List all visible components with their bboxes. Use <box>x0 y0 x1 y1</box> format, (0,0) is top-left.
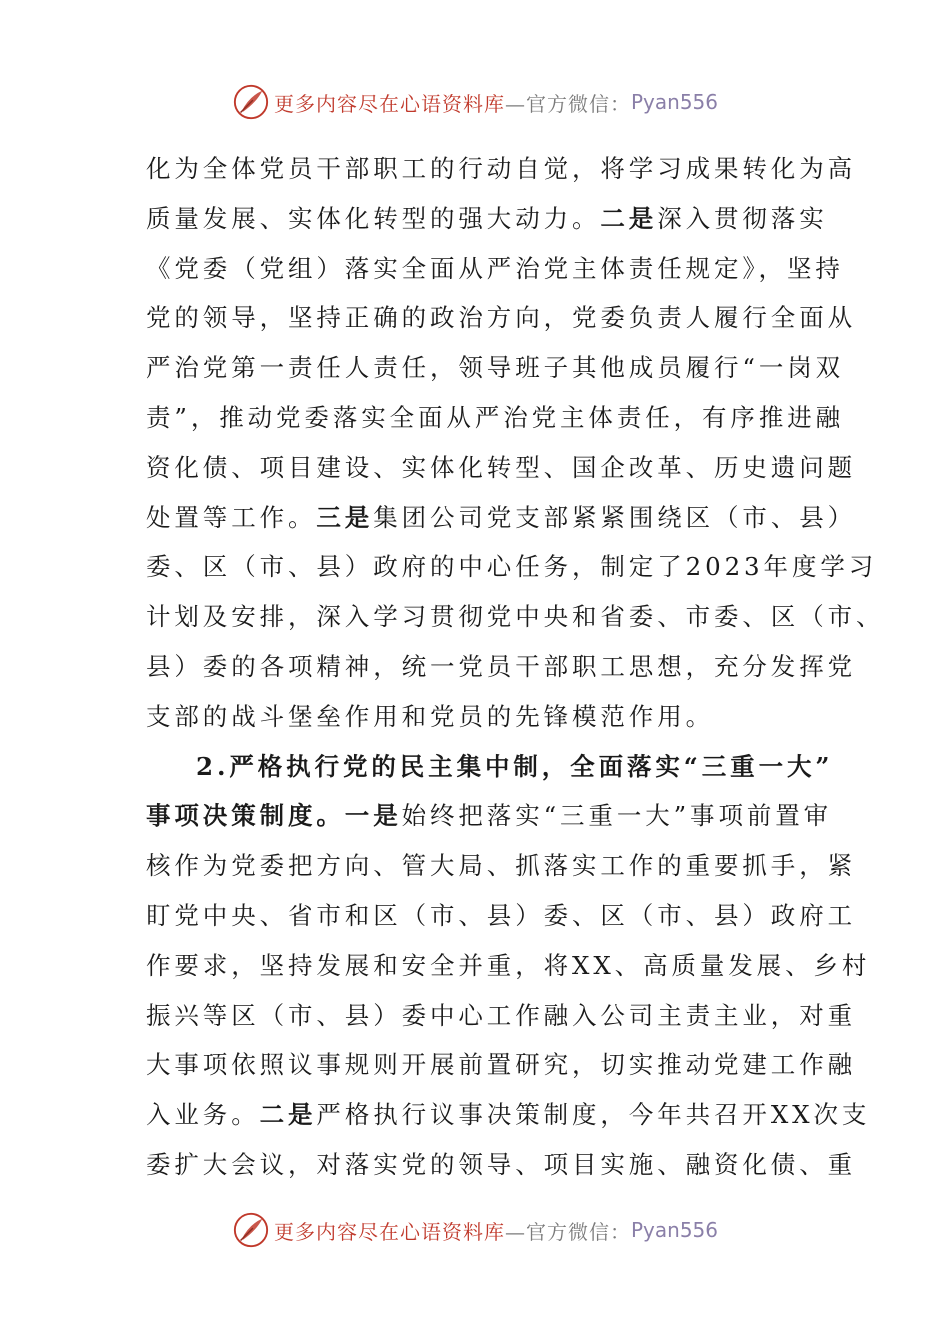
text-run: 党的领导，坚持正确的政治方向，党委负责人履行全面从 <box>146 303 856 333</box>
text-run: 集团公司党支部紧紧围绕区（市、县） <box>373 502 857 532</box>
text-line <box>146 343 845 393</box>
text-run: 振兴等区（市、县）委中心工作融入公司主责主业，对重 <box>146 1000 856 1030</box>
feather-pen-logo-icon <box>232 83 270 121</box>
text-line <box>146 144 856 194</box>
text-run: 大事项依照议事规则开展前置研究，切实推动党建工作融 <box>146 1050 856 1080</box>
banner-wechat-label: —官方微信： <box>504 91 631 116</box>
text-run: 计划及安排，深入学习贯彻党中央和省委、市委、区（市、 <box>146 602 885 632</box>
text-line <box>146 891 856 941</box>
text-line <box>146 742 834 792</box>
text-run: 县）委的各项精神，统一党员干部职工思想，充分发挥党 <box>146 651 856 681</box>
text-line <box>146 1040 856 1090</box>
text-line <box>146 592 885 642</box>
banner-wechat-id: Pyan556 <box>630 90 718 114</box>
text-line <box>146 244 844 294</box>
text-line <box>146 692 810 742</box>
bold-text-run: 三是 <box>316 502 374 532</box>
header-banner <box>0 80 950 124</box>
text-run: 深入贯彻落实 <box>657 203 828 233</box>
text-run: 处置等工作。 <box>146 502 317 532</box>
text-line <box>146 1090 871 1140</box>
text-line <box>146 791 833 841</box>
banner-brand-text: 更多内容尽在心语资料库 <box>273 91 505 116</box>
text-run: 支部的战斗堡垒作用和党员的先锋模范作用。 <box>146 701 714 731</box>
text-line <box>146 1140 856 1190</box>
text-line <box>146 542 878 592</box>
text-run: 严治党第一责任人责任，领导班子其他成员履行“一岗双 <box>146 353 845 383</box>
bold-text-run: 2.严格执行党的民主集中制，全面落实“三重一大” <box>196 751 834 781</box>
text-line <box>146 393 845 443</box>
banner-wechat-label: —官方微信： <box>504 1219 631 1244</box>
bold-text-run: 二是 <box>600 203 658 233</box>
text-run: 严格执行议事决策制度，今年共召开XX次支 <box>316 1100 871 1130</box>
text-run: 作要求，坚持发展和安全并重，将XX、高质量发展、乡村 <box>146 950 871 980</box>
text-line <box>146 293 856 343</box>
text-line <box>146 941 871 991</box>
text-line <box>146 841 856 891</box>
bold-text-run: 二是 <box>259 1100 317 1130</box>
text-run: 入业务。 <box>146 1100 260 1130</box>
document-body <box>146 144 885 1190</box>
text-line <box>146 443 856 493</box>
text-line <box>146 642 856 692</box>
feather-pen-logo-icon <box>232 1211 270 1249</box>
text-line <box>146 991 856 1041</box>
text-line <box>146 493 857 543</box>
text-line <box>146 194 828 244</box>
text-run: 质量发展、实体化转型的强大动力。 <box>146 203 601 233</box>
bold-text-run: 事项决策制度。一是 <box>146 801 402 831</box>
text-run: 《党委（党组）落实全面从严治党主体责任规定》，坚持 <box>146 253 844 283</box>
footer-banner <box>0 1208 950 1252</box>
text-run: 核作为党委把方向、管大局、抓落实工作的重要抓手，紧 <box>146 851 856 881</box>
text-run: 资化债、项目建设、实体化转型、国企改革、历史遗问题 <box>146 452 856 482</box>
text-run: 化为全体党员干部职工的行动自觉，将学习成果转化为高 <box>146 154 856 183</box>
text-run: 始终把落实“三重一大”事项前置审 <box>401 801 833 831</box>
banner-brand-text: 更多内容尽在心语资料库 <box>273 1219 505 1244</box>
text-run: 委扩大会议，对落实党的领导、项目实施、融资化债、重 <box>146 1149 856 1179</box>
text-run: 委、区（市、县）政府的中心任务，制定了2023年度学习 <box>146 552 878 582</box>
banner-wechat-id: Pyan556 <box>630 1218 718 1242</box>
text-run: 盯党中央、省市和区（市、县）委、区（市、县）政府工 <box>146 900 856 930</box>
text-run: 责”，推动党委落实全面从严治党主体责任，有序推进融 <box>146 402 845 432</box>
